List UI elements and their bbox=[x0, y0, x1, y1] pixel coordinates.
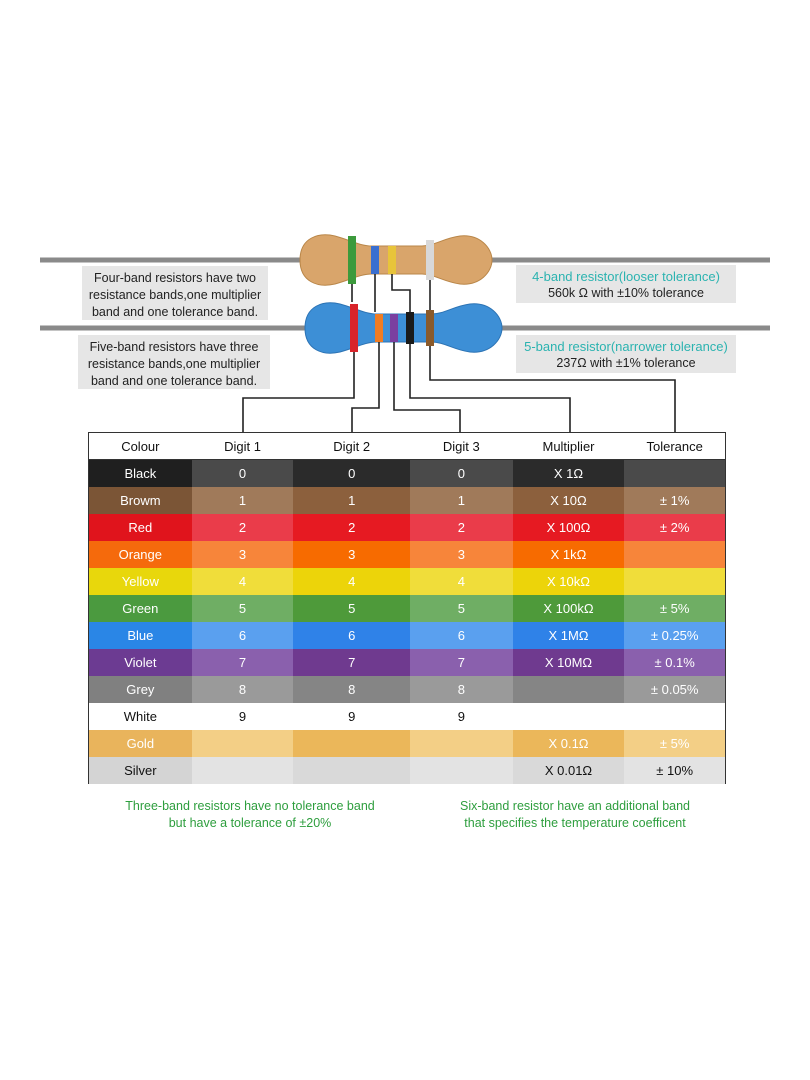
header-multiplier: Multiplier bbox=[542, 438, 595, 454]
five-band-description-line-3: band and one tolerance band. bbox=[90, 374, 258, 388]
digit2-cell: 3 bbox=[293, 541, 410, 568]
digit2-cell: 4 bbox=[293, 568, 410, 595]
multiplier-cell: X 1kΩ bbox=[513, 541, 625, 568]
tolerance-cell: ± 10% bbox=[624, 757, 725, 784]
table-row bbox=[89, 622, 725, 649]
table-row bbox=[89, 595, 725, 622]
tolerance-cell: ± 0.1% bbox=[624, 649, 725, 676]
digit2-cell bbox=[293, 757, 410, 784]
five-band-description-line-2: resistance bands,one multiplier bbox=[87, 357, 261, 371]
digit2-cell: 0 bbox=[293, 460, 410, 487]
table-row bbox=[89, 514, 725, 541]
four-band-label-title: 4-band resistor(looser tolerance) bbox=[532, 269, 720, 284]
table-header bbox=[89, 433, 725, 460]
five-band-description-line-1: Five-band resistors have three bbox=[89, 340, 259, 354]
colour-cell: Violet bbox=[89, 649, 192, 676]
four-band-band-4 bbox=[426, 240, 434, 280]
digit3-cell bbox=[410, 730, 513, 757]
multiplier-cell bbox=[513, 676, 625, 703]
digit2-cell: 6 bbox=[293, 622, 410, 649]
colour-cell: Black bbox=[89, 460, 192, 487]
digit1-cell: 8 bbox=[192, 676, 294, 703]
four-band-resistor bbox=[300, 235, 492, 285]
multiplier-cell bbox=[513, 703, 625, 730]
digit3-cell: 9 bbox=[410, 703, 513, 730]
multiplier-cell: X 100kΩ bbox=[513, 595, 625, 622]
colour-cell: Yellow bbox=[89, 568, 192, 595]
four-band-label-example: 560k Ω with ±10% tolerance bbox=[548, 286, 704, 300]
digit2-cell: 1 bbox=[293, 487, 410, 514]
digit3-cell: 2 bbox=[410, 514, 513, 541]
header-digit3: Digit 3 bbox=[442, 438, 480, 454]
five-band-description bbox=[78, 335, 270, 389]
four-band-description-line-3: band and one tolerance band. bbox=[91, 305, 259, 319]
table-row bbox=[89, 703, 725, 730]
four-band-description-line-2: resistance bands,one multiplier bbox=[88, 288, 262, 302]
colour-cell: Browm bbox=[89, 487, 192, 514]
tolerance-cell bbox=[624, 703, 725, 730]
header-tolerance: Tolerance bbox=[646, 438, 703, 454]
digit1-cell: 4 bbox=[192, 568, 294, 595]
colour-cell: Gold bbox=[89, 730, 192, 757]
digit3-cell: 0 bbox=[410, 460, 513, 487]
digit2-cell: 5 bbox=[293, 595, 410, 622]
four-band-band-3 bbox=[388, 246, 396, 274]
five-band-label bbox=[516, 335, 736, 373]
header-colour: Colour bbox=[121, 438, 160, 454]
digit1-cell bbox=[192, 730, 294, 757]
three-band-footnote bbox=[100, 798, 400, 832]
colour-cell: White bbox=[89, 703, 192, 730]
six-band-footnote-line-1: Six-band resistor have an additional band bbox=[459, 799, 690, 813]
header-digit1: Digit 1 bbox=[224, 438, 261, 454]
four-band-description-line-1: Four-band resistors have two bbox=[94, 271, 256, 285]
digit3-cell: 1 bbox=[410, 487, 513, 514]
table-row bbox=[89, 649, 725, 676]
digit3-cell bbox=[410, 757, 513, 784]
table-row bbox=[89, 676, 725, 703]
header-digit2: Digit 2 bbox=[333, 438, 371, 454]
digit3-cell: 3 bbox=[410, 541, 513, 568]
digit2-cell bbox=[293, 730, 410, 757]
tolerance-cell: ± 5% bbox=[624, 730, 725, 757]
digit3-cell: 7 bbox=[410, 649, 513, 676]
multiplier-cell: X 10MΩ bbox=[513, 649, 625, 676]
digit1-cell: 2 bbox=[192, 514, 294, 541]
tolerance-cell: ± 0.25% bbox=[624, 622, 725, 649]
five-band-resistor bbox=[305, 303, 502, 353]
colour-cell: Red bbox=[89, 514, 192, 541]
table-row bbox=[89, 460, 725, 487]
digit2-cell: 8 bbox=[293, 676, 410, 703]
digit1-cell bbox=[192, 757, 294, 784]
digit1-cell: 7 bbox=[192, 649, 294, 676]
multiplier-cell: X 0.1Ω bbox=[513, 730, 625, 757]
three-band-footnote-line-1: Three-band resistors have no tolerance band bbox=[125, 799, 375, 813]
tolerance-cell: ± 0.05% bbox=[624, 676, 725, 703]
five-band-band-5 bbox=[426, 310, 434, 346]
colour-cell: Green bbox=[89, 595, 192, 622]
five-band-band-3 bbox=[390, 314, 398, 342]
digit2-cell: 2 bbox=[293, 514, 410, 541]
leader-multiplier-a bbox=[392, 274, 410, 312]
table-row bbox=[89, 757, 725, 784]
four-band-label bbox=[516, 265, 736, 303]
tolerance-cell bbox=[624, 541, 725, 568]
multiplier-cell: X 100Ω bbox=[513, 514, 625, 541]
tolerance-cell bbox=[624, 460, 725, 487]
three-band-footnote-line-2: but have a tolerance of ±20% bbox=[168, 816, 332, 830]
digit1-cell: 9 bbox=[192, 703, 294, 730]
tolerance-cell bbox=[624, 568, 725, 595]
multiplier-cell: X 1MΩ bbox=[513, 622, 625, 649]
digit2-cell: 9 bbox=[293, 703, 410, 730]
four-band-band-1 bbox=[348, 236, 356, 284]
digit3-cell: 6 bbox=[410, 622, 513, 649]
table-row bbox=[89, 541, 725, 568]
tolerance-cell: ± 5% bbox=[624, 595, 725, 622]
tolerance-cell: ± 1% bbox=[624, 487, 725, 514]
multiplier-cell: X 10Ω bbox=[513, 487, 625, 514]
five-band-band-1 bbox=[350, 304, 358, 352]
multiplier-cell: X 0.01Ω bbox=[513, 757, 625, 784]
five-band-band-2 bbox=[375, 314, 383, 342]
five-band-label-example: 237Ω with ±1% tolerance bbox=[556, 356, 696, 370]
digit1-cell: 3 bbox=[192, 541, 294, 568]
digit3-cell: 4 bbox=[410, 568, 513, 595]
six-band-footnote-line-2: that specifies the temperature coefficent bbox=[464, 816, 686, 830]
digit1-cell: 6 bbox=[192, 622, 294, 649]
digit1-cell: 1 bbox=[192, 487, 294, 514]
multiplier-cell: X 1Ω bbox=[513, 460, 625, 487]
colour-cell: Blue bbox=[89, 622, 192, 649]
leader-to-digit3 bbox=[394, 342, 460, 432]
digit1-cell: 0 bbox=[192, 460, 294, 487]
colour-cell: Silver bbox=[89, 757, 192, 784]
color-code-table bbox=[88, 432, 726, 784]
table-row bbox=[89, 487, 725, 514]
six-band-footnote bbox=[430, 798, 720, 832]
multiplier-cell: X 10kΩ bbox=[513, 568, 625, 595]
tolerance-cell: ± 2% bbox=[624, 514, 725, 541]
colour-cell: Orange bbox=[89, 541, 192, 568]
leader-to-digit2 bbox=[352, 342, 379, 432]
five-band-band-4 bbox=[406, 312, 414, 344]
table-body bbox=[89, 460, 725, 784]
table-row bbox=[89, 568, 725, 595]
digit3-cell: 5 bbox=[410, 595, 513, 622]
colour-cell: Grey bbox=[89, 676, 192, 703]
digit2-cell: 7 bbox=[293, 649, 410, 676]
table-row bbox=[89, 730, 725, 757]
digit1-cell: 5 bbox=[192, 595, 294, 622]
four-band-description bbox=[82, 266, 268, 320]
digit3-cell: 8 bbox=[410, 676, 513, 703]
five-band-label-title: 5-band resistor(narrower tolerance) bbox=[524, 339, 728, 354]
four-band-band-2 bbox=[371, 246, 379, 274]
